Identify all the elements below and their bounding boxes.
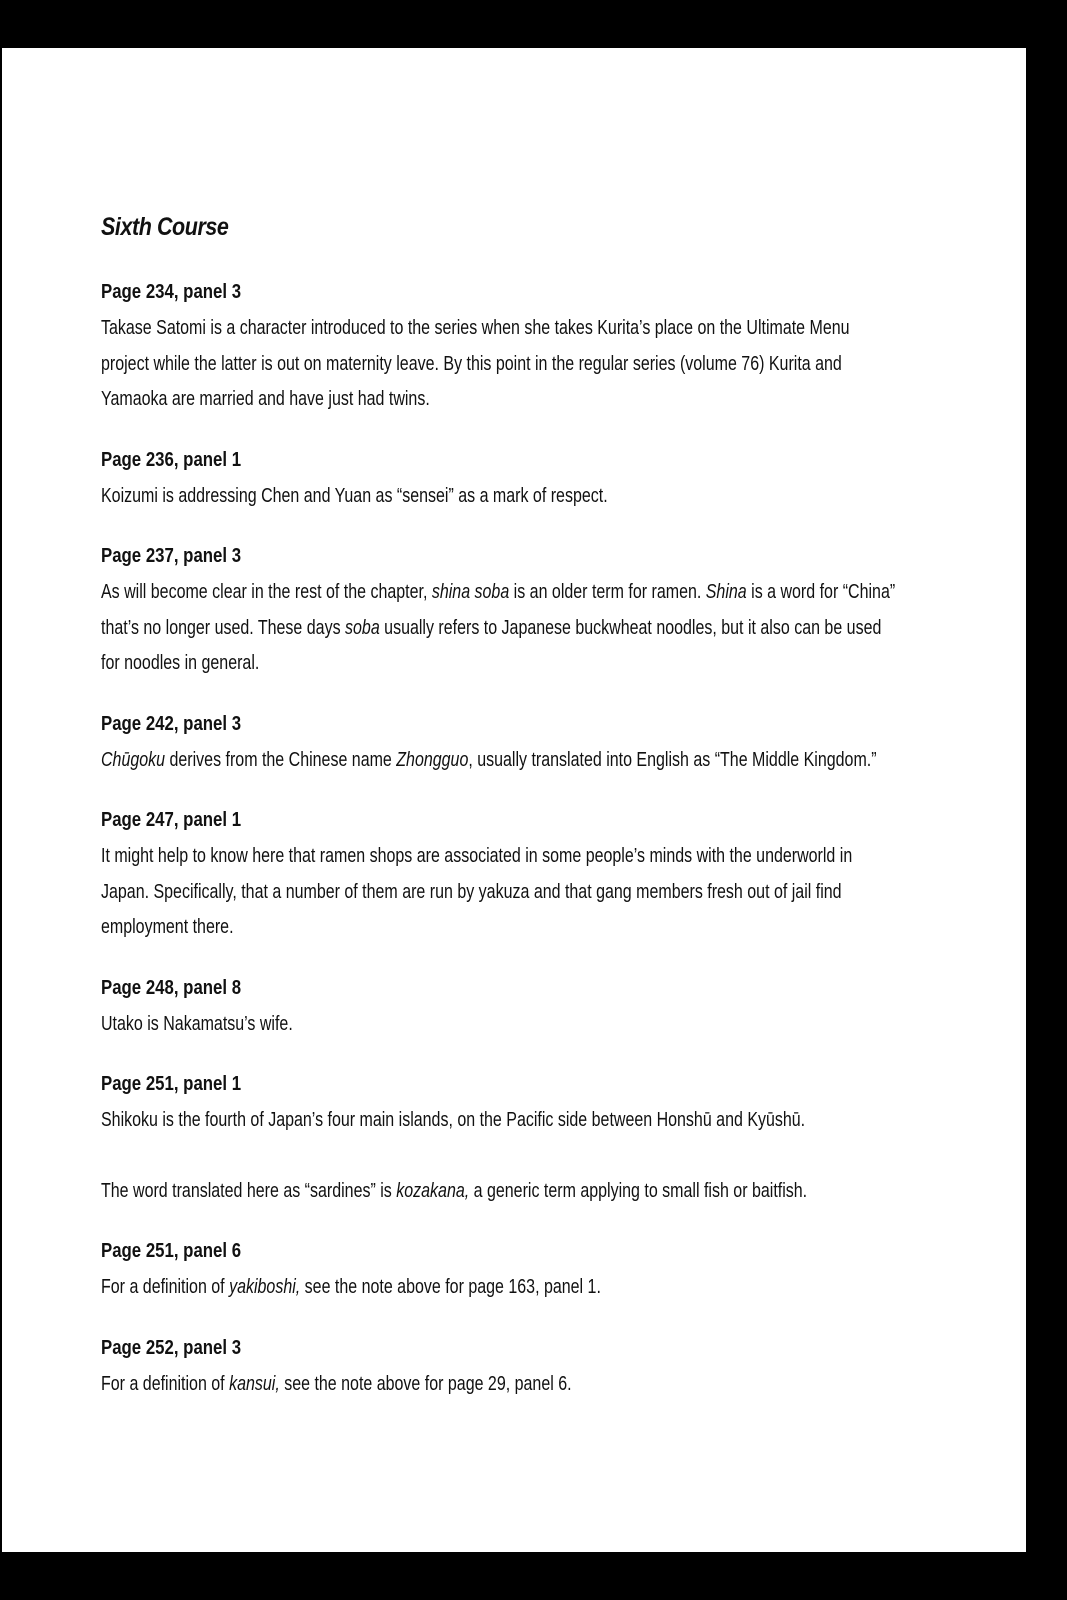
note-heading: Page 251, panel 6 — [101, 1240, 242, 1262]
text-run: Takase Satomi is a character introduced to the series when she takes Kurita’s place on the Ultimate Menu project while the latter is out on maternity leave. By this point in the regular series (volume 76) Kurita and Yamaoka are married and have just had twins. — [101, 317, 850, 410]
text-run: usually refers to Japanese buckwheat noodles, but it also can be used for noodles in general. — [101, 616, 882, 674]
note-entry — [101, 542, 931, 682]
note-text — [101, 479, 901, 515]
note-text — [101, 1007, 901, 1043]
note-text — [101, 743, 901, 779]
notes-content — [101, 213, 931, 1430]
note-text — [101, 1174, 901, 1210]
note-text — [101, 1270, 901, 1306]
text-run: Utako is Nakamatsu’s wife. — [101, 1012, 293, 1035]
note-entry — [101, 278, 931, 418]
italic-term: kozakana, — [396, 1179, 470, 1202]
italic-term: yakiboshi, — [229, 1276, 301, 1298]
text-run: see the note above for page 29, panel 6. — [279, 1372, 572, 1395]
note-entry — [101, 1237, 931, 1306]
note-entry — [101, 1334, 931, 1403]
section-title: Sixth Course — [101, 213, 229, 241]
text-run: For a definition of — [101, 1372, 230, 1395]
note-text — [101, 575, 901, 682]
note-text — [101, 1367, 901, 1403]
text-run: , usually translated into English as “The Middle Kingdom.” — [468, 748, 877, 771]
note-text — [101, 311, 901, 418]
note-entry — [101, 806, 931, 946]
note-heading: Page 252, panel 3 — [101, 1336, 242, 1359]
text-run: is a word for “China” that’s no longer used. These days — [101, 581, 896, 639]
italic-term: Chūgoku — [101, 748, 166, 771]
text-run: see the note above for page 163, panel 1. — [300, 1276, 601, 1298]
note-heading: Page 251, panel 1 — [101, 1073, 242, 1095]
text-run: is an older term for ramen. — [509, 581, 706, 603]
italic-term: kansui, — [229, 1372, 280, 1395]
text-run: a generic term applying to small fish or baitfish. — [469, 1179, 808, 1202]
note-entry — [101, 1070, 931, 1209]
note-heading: Page 248, panel 8 — [101, 976, 242, 999]
italic-term: soba — [345, 616, 380, 639]
note-entry — [101, 710, 931, 779]
note-heading: Page 242, panel 3 — [101, 712, 242, 735]
note-text — [101, 839, 901, 946]
italic-term: Zhongguo — [396, 748, 469, 771]
note-heading: Page 234, panel 3 — [101, 281, 242, 303]
notes-list — [101, 278, 931, 1402]
note-heading: Page 247, panel 1 — [101, 809, 242, 831]
text-run: For a definition of — [101, 1276, 230, 1298]
book-page — [2, 48, 1026, 1552]
note-heading: Page 237, panel 3 — [101, 545, 242, 567]
note-entry — [101, 446, 931, 515]
text-run: The word translated here as “sardines” is — [101, 1179, 397, 1202]
text-run: Koizumi is addressing Chen and Yuan as “sensei” as a mark of respect. — [101, 484, 608, 507]
text-run: As will become clear in the rest of the chapter, — [101, 581, 432, 603]
text-run: Shikoku is the fourth of Japan’s four main islands, on the Pacific side between Honshū and Kyūshū. — [101, 1109, 806, 1131]
note-heading: Page 236, panel 1 — [101, 448, 242, 471]
text-run: It might help to know here that ramen shops are associated in some people’s minds with the underworld in Japan. Specifically, that a number of them are run by yakuza and that gang members fresh out of jail find employment there. — [101, 845, 853, 938]
note-entry — [101, 974, 931, 1043]
italic-term: Shina — [705, 581, 747, 603]
italic-term: shina soba — [431, 581, 510, 603]
text-run: derives from the Chinese name — [165, 748, 397, 771]
note-text — [101, 1103, 901, 1139]
